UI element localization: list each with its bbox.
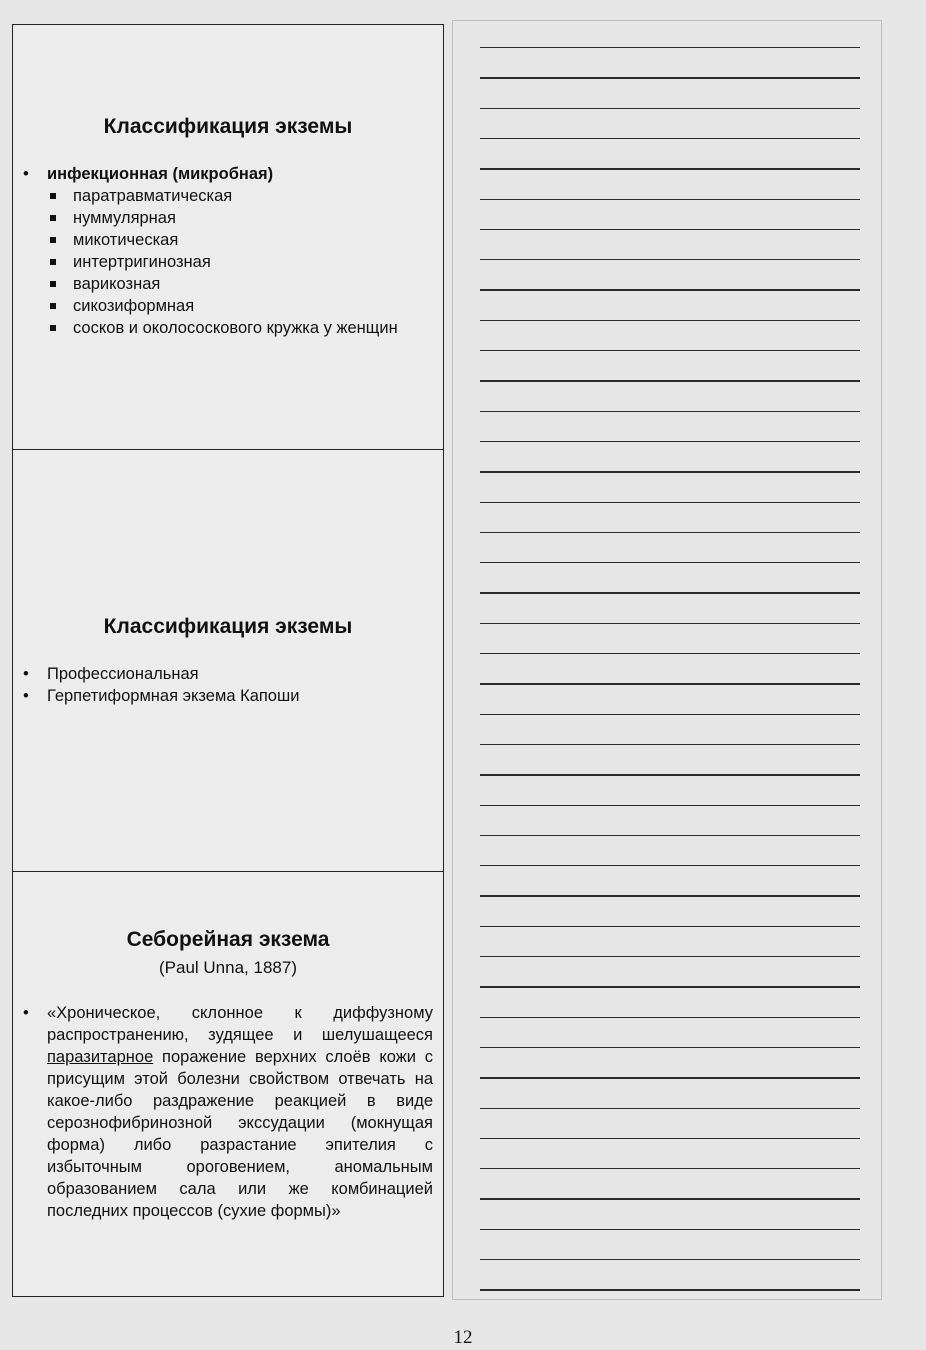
- quote-text-end: поражение верхних слоёв кожи с присущим этой болезни свойством отвечать на какое-либо раздражение реакцией в виде серознофибринозной экссудации (мокнущая форма) либо разрастание эпителия с избыточным ороговением, аномальным образованием сала или же комбинацией последних процессов (сухие формы)»: [47, 1048, 433, 1220]
- page-number: 12: [453, 1327, 473, 1348]
- sub-list-item: варикозная: [47, 273, 433, 295]
- note-line: [480, 1229, 860, 1230]
- note-line: [480, 1168, 860, 1169]
- note-line: [480, 623, 860, 624]
- sub-list-item: нуммулярная: [47, 207, 433, 229]
- note-line: [480, 1047, 860, 1048]
- note-line: [480, 926, 860, 927]
- note-line: [480, 1289, 860, 1290]
- note-line: [480, 108, 860, 109]
- note-line: [480, 138, 860, 139]
- note-line: [480, 653, 860, 654]
- note-line: [480, 744, 860, 745]
- list-item-label: инфекционная (микробная): [47, 165, 274, 183]
- quote-text-start: «Хроническое, склонное к диффузному распространению, зудящее и шелушащееся: [47, 1004, 433, 1044]
- sub-list-item: микотическая: [47, 229, 433, 251]
- note-line: [480, 168, 860, 169]
- note-line: [480, 774, 860, 775]
- note-line: [480, 805, 860, 806]
- list-item: • Профессиональная: [21, 663, 433, 685]
- slide-title: Себорейная экзема: [126, 928, 330, 951]
- sub-list-item: интертригинозная: [47, 251, 433, 273]
- slide-title: Классификация экземы: [103, 615, 353, 638]
- note-line: [480, 956, 860, 957]
- classification-list: [21, 163, 433, 339]
- slide-1: [12, 24, 444, 450]
- note-line: [480, 77, 860, 78]
- note-line: [480, 380, 860, 381]
- note-line: [480, 562, 860, 563]
- slide-title: Классификация экземы: [103, 115, 353, 138]
- note-line: [480, 1017, 860, 1018]
- note-line: [480, 441, 860, 442]
- sub-list-item: сосков и околососкового кружка у женщин: [47, 317, 433, 339]
- note-line: [480, 289, 860, 290]
- list-item: • Герпетиформная экзема Капоши: [21, 685, 433, 707]
- note-line: [480, 714, 860, 715]
- note-line: [480, 532, 860, 533]
- note-line: [480, 895, 860, 896]
- note-line: [480, 1108, 860, 1109]
- notes-lines: [480, 0, 860, 1350]
- note-line: [480, 865, 860, 866]
- note-line: [480, 986, 860, 987]
- note-line: [480, 1259, 860, 1260]
- note-line: [480, 592, 860, 593]
- sub-list-item: паратравматическая: [47, 185, 433, 207]
- note-line: [480, 350, 860, 351]
- note-line: [480, 411, 860, 412]
- note-line: [480, 1198, 860, 1199]
- note-line: [480, 259, 860, 260]
- note-line: [480, 471, 860, 472]
- sub-list: [47, 185, 433, 339]
- slide-2: [12, 449, 444, 872]
- note-line: [480, 835, 860, 836]
- note-line: [480, 683, 860, 684]
- note-line: [480, 320, 860, 321]
- quote-underlined-word: паразитарное: [47, 1048, 154, 1066]
- note-line: [480, 47, 860, 48]
- note-line: [480, 1138, 860, 1139]
- classification-list: [21, 663, 433, 707]
- slide-subtitle: (Paul Unna, 1887): [159, 958, 297, 977]
- note-line: [480, 199, 860, 200]
- note-line: [480, 229, 860, 230]
- definition-list: [21, 1002, 433, 1222]
- note-line: [480, 502, 860, 503]
- slide-3: [12, 871, 444, 1297]
- sub-list-item: сикозиформная: [47, 295, 433, 317]
- list-item: [21, 163, 433, 339]
- note-line: [480, 1077, 860, 1078]
- quote-item: [21, 1002, 433, 1222]
